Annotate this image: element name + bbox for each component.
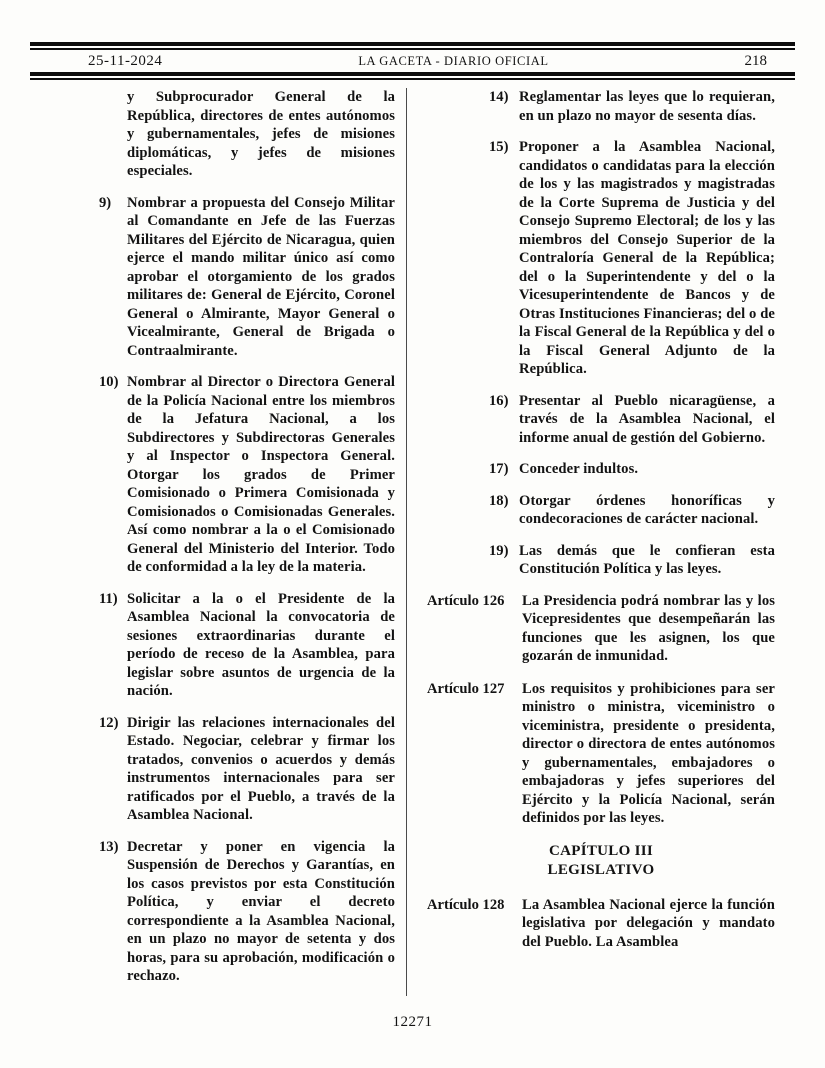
item-12-number: 12)	[99, 714, 119, 731]
right-numbered-list	[489, 88, 775, 579]
item-19-text: Las demás que le confieran esta Constitución Política y las leyes.	[519, 542, 775, 577]
item-11-number: 11)	[99, 590, 118, 607]
header-rule-top-thick	[30, 42, 795, 46]
item-15-text: Proponer a la Asamblea Nacional, candidatos o candidatas para la elección de los y las magistrados y magistradas de la Corte Suprema de Justicia y del Consejo Supremo Electoral; de los y las miembros del Consejo Superior de la Contraloría General de la República; del o la Superintendente y del o la Vicesuperintendente de Bancos y de Otras Instituciones Financieras; del o de la Fiscal General de la República y del o la Fiscal General Adjunto de la República.	[519, 139, 775, 377]
paragraph-continuation-text: y Subprocurador General de la República, directores de entes autónomos y gubernamentales, jefes de misiones diplomáticas, y jefes de misiones especiales.	[127, 89, 395, 179]
item-11-text: Solicitar a la o el Presidente de la Asamblea Nacional la convocatoria de sesiones extraordinarias durante el período de receso de la Asamblea, para legislar sobre asuntos de urgencia de la nación.	[127, 590, 395, 699]
item-14-text: Reglamentar las leyes que lo requieran, en un plazo no mayor de sesenta días.	[519, 89, 775, 124]
item-12	[99, 714, 395, 825]
item-17	[489, 460, 775, 479]
gazette-title: LA GACETA - DIARIO OFICIAL	[358, 53, 549, 68]
item-9-number: 9)	[99, 194, 112, 211]
item-18-number: 18)	[489, 492, 509, 509]
item-13-text: Decretar y poner en vigencia la Suspensión de Derechos y Garantías, en los casos previstos por esta Constitución Política, y enviar el decreto correspondiente a la Asamblea Nacional, en un plazo no mayor de setenta y dos horas, para su aprobación, modificación o rechazo.	[127, 838, 395, 984]
page-body	[0, 88, 825, 999]
article-127-label: Artículo 127	[427, 680, 505, 697]
item-18	[489, 492, 775, 529]
item-18-text: Otorgar órdenes honoríficas y condecoraciones de carácter nacional.	[519, 492, 775, 527]
article-126-text: La Presidencia podrá nombrar las y los Vicepresidentes que desempeñarán las funciones que les asignen, los que gozarán de inmunidad.	[522, 592, 775, 664]
item-19-number: 19)	[489, 542, 509, 559]
article-127	[427, 680, 775, 828]
article-128-text: La Asamblea Nacional ejerce la función legislativa por delegación y mandato del Pueblo. La Asamblea	[522, 896, 775, 950]
article-128-label: Artículo 128	[427, 896, 505, 913]
item-13-number: 13)	[99, 838, 119, 855]
page-number: 218	[744, 52, 767, 69]
column-divider	[406, 88, 407, 996]
item-9	[99, 194, 395, 361]
folio-number: 12271	[392, 1014, 433, 1030]
article-127-text: Los requisitos y prohibiciones para ser ministro o ministra, viceministro o viceministra, presidente o presidenta, director o directora de entes autónomos y gubernamentales, embajadores o embajadoras y jefes superiores del Ejército y la Policía Nacional, serán definidos por las leyes.	[522, 680, 775, 826]
item-13	[99, 838, 395, 986]
item-15	[489, 138, 775, 379]
article-128	[427, 896, 775, 952]
masthead	[30, 42, 795, 80]
item-19	[489, 542, 775, 579]
masthead-row	[30, 50, 795, 72]
chapter-heading	[427, 842, 775, 880]
item-11	[99, 590, 395, 701]
left-column	[99, 88, 395, 999]
article-126-label: Artículo 126	[427, 592, 505, 609]
header-rule-bottom-thick	[30, 72, 795, 76]
issue-date: 25-11-2024	[88, 52, 163, 69]
item-10	[99, 373, 395, 577]
item-12-text: Dirigir las relaciones internacionales del Estado. Negociar, celebrar y firmar los tratados, convenios o acuerdos y demás instrumentos internacionales para ser ratificados por el Pueblo, a través de la Asamblea Nacional.	[127, 714, 395, 823]
item-14-number: 14)	[489, 89, 509, 105]
item-16-text: Presentar al Pueblo nicaragüense, a través de la Asamblea Nacional, el informe anual de gestión del Gobierno.	[519, 392, 775, 446]
paragraph-continuation	[99, 88, 395, 181]
item-10-number: 10)	[99, 374, 119, 390]
item-15-number: 15)	[489, 139, 509, 155]
article-126	[427, 592, 775, 666]
item-10-text: Nombrar al Director o Directora General de la Policía Nacional entre los miembros de la Jefatura Nacional, a los Subdirectores y Subdirectoras Generales y al Inspector o Inspectora General. Otorgar los grados de Primer Comisionado o Primera Comisionada y Comisionados o Comisionadas Generales. Así como nombrar a la o el Comisionado General del Ministerio del Interior. Todo de conformidad a la ley de la materia.	[127, 374, 395, 575]
item-16-number: 16)	[489, 392, 509, 409]
chapter-heading-subtitle: LEGISLATIVO	[547, 861, 655, 878]
item-17-text: Conceder indultos.	[519, 461, 639, 477]
item-14	[489, 88, 775, 125]
chapter-heading-title: CAPÍTULO III	[548, 842, 654, 859]
right-column	[427, 88, 775, 999]
header-rule-bottom-thin	[30, 78, 795, 80]
item-16	[489, 392, 775, 448]
item-17-number: 17)	[489, 461, 509, 477]
item-9-text: Nombrar a propuesta del Consejo Militar al Comandante en Jefe de las Fuerzas Militares del Ejército de Nicaragua, quien ejerce el mando militar único así como aprobar el otorgamiento de los grados militares de: General de Ejército, Coronel General o Almirante, Mayor General o Vicealmirante, General de Brigada o Contraalmirante.	[127, 194, 395, 359]
